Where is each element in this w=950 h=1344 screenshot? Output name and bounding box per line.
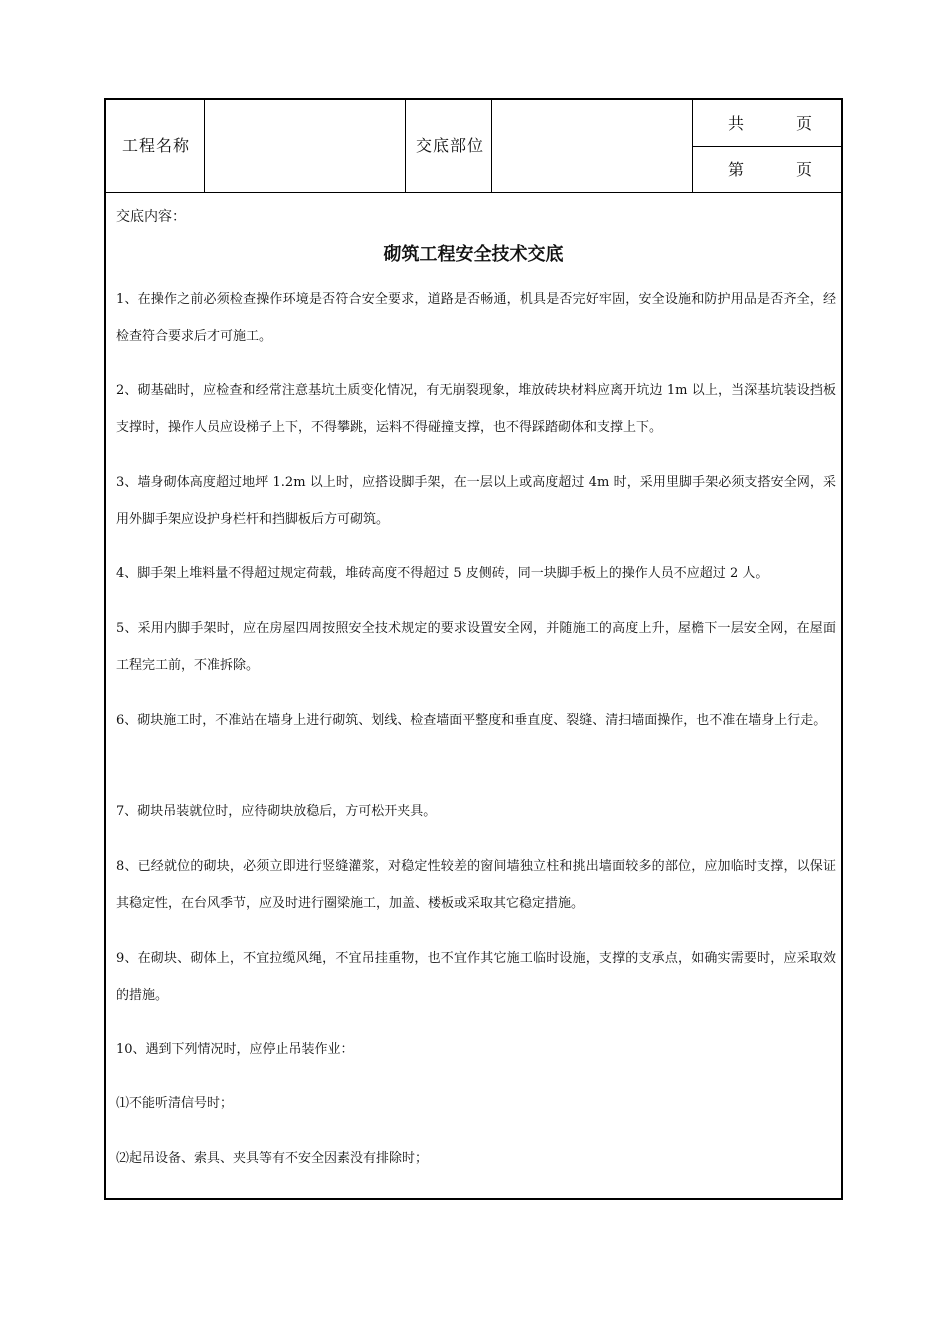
position-label: 交底部位 [416, 136, 485, 155]
form-frame [104, 98, 843, 1200]
content-label: 交底内容： [116, 209, 186, 225]
paragraph: 3、墙身砌体高度超过地坪 1.2m 以上时，应搭设脚手架，在一层以上或高度超过 4m 时，采用里脚手架必须支搭安全网，采用外脚手架应设护身栏杆和挡脚板后方可砌筑。 [116, 475, 836, 527]
divider [692, 146, 841, 147]
paragraph: 7、砌块吊装就位时，应待砌块放稳后，方可松开夹具。 [116, 804, 437, 819]
header-row [106, 100, 841, 193]
paragraph: ⑵起吊设备、索具、夹具等有不安全因素没有排除时； [116, 1151, 429, 1166]
paragraph: 6、砌块施工时，不准站在墙身上进行砌筑、划线、检查墙面平整度和垂直度、裂缝、清扫墙面操作，也不准在墙身上行走。 [116, 713, 827, 728]
paragraph: 8、已经就位的砌块，必须立即进行竖缝灌浆，对稳定性较差的窗间墙独立柱和挑出墙面较多的部位，应加临时支撑，以保证其稳定性，在台风季节，应及时进行圈梁施工，加盖、楼板或采取其它稳定措施。 [116, 859, 836, 911]
divider [405, 100, 406, 192]
divider [204, 100, 205, 192]
paragraph: 9、在砌块、砌体上，不宜拉缆风绳，不宜吊挂重物，也不宜作其它施工临时设施，支撑的支承点，如确实需要时，应采取效的措施。 [116, 951, 836, 1003]
divider [491, 100, 492, 192]
paragraph: ⑴不能听清信号时； [116, 1096, 234, 1111]
document-title: 砌筑工程安全技术交底 [383, 244, 564, 265]
paragraph: 2、砌基础时，应检查和经常注意基坑土质变化情况，有无崩裂现象，堆放砖块材料应离开坑边 1m 以上，当深基坑装设挡板支撑时，操作人员应设梯子上下，不得攀跳，运料不得碰撞支撑，也不得踩踏砌体和支撑上下。 [116, 383, 836, 435]
paragraph: 5、采用内脚手架时，应在房屋四周按照安全技术规定的要求设置安全网，并随施工的高度上升，屋檐下一层安全网，在屋面工程完工前，不准拆除。 [116, 621, 836, 673]
paragraph: 10、遇到下列情况时，应停止吊装作业： [116, 1042, 354, 1057]
total-pages: 共 页 [728, 114, 814, 133]
paragraph: 1、在操作之前必须检查操作环境是否符合安全要求，道路是否畅通，机具是否完好牢固，安全设施和防护用品是否齐全，经检查符合要求后才可施工。 [116, 292, 836, 344]
page-number: 第 页 [728, 160, 814, 179]
project-name-label: 工程名称 [122, 136, 191, 155]
paragraph: 4、脚手架上堆料量不得超过规定荷载，堆砖高度不得超过 5 皮侧砖，同一块脚手板上的操作人员不应超过 2 人。 [116, 566, 769, 581]
